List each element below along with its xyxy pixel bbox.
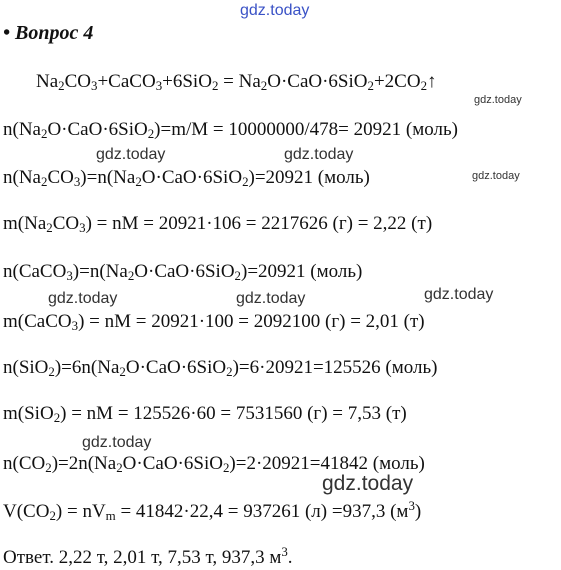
- watermark: gdz.today: [474, 94, 522, 106]
- solution-line-9: $V(CO_2) = nV_m = 41842\cdot 22,4 = 937261$ (л) =937,3 $(м^3)$: [3, 497, 422, 524]
- solution-line-3: $m(Na_2CO_3)$ = nM = 20921·106 = 2217626 (г) = 2,22 (т): [3, 213, 433, 236]
- solution-line-8: $n(CO_2)=2n(Na_2O\cdot CaO\cdot 6SiO_2)=2\cdot 20921=41842$ (моль): [3, 453, 425, 476]
- solution-line-4: $n(CaCO_3)=n(Na_2O\cdot CaO\cdot 6SiO_2)=20921$ (моль): [3, 261, 363, 284]
- watermark: gdz.today: [284, 146, 354, 163]
- watermark: gdz.today: [82, 434, 152, 451]
- solution-line-5: m(CaCO$_3$) = nM = 20921·100 = 2092100 (г) = 2,01 (т): [3, 311, 425, 334]
- watermark: gdz.today: [472, 170, 520, 182]
- solution-line-7: m(SiO$_2$) = nM = 125526·60 = 7531560 (г) = 7,53 (т): [3, 403, 407, 426]
- watermark: gdz.today: [240, 2, 310, 19]
- solution-line-2: $n(Na_2CO_3)=n(Na_2O\cdot CaO\cdot 6SiO_2)=20921$ (моль): [3, 167, 370, 190]
- solution-line-1: $n(Na_2O\cdot CaO\cdot 6SiO_2)=m/M = 10000000/478= 20921$ (моль): [3, 119, 458, 142]
- watermark: gdz.today: [96, 146, 166, 163]
- watermark: gdz.today: [322, 472, 414, 495]
- solution-line-6: $n(SiO_2)=6n(Na_2O\cdot CaO\cdot 6SiO_2)=6\cdot 20921=125526$ (моль): [3, 357, 438, 380]
- question-heading: • Вопрос 4: [3, 22, 94, 44]
- answer-line: Ответ. 2,22 т, 2,01 т, 7,53 т, 937,3 $м^3$.: [3, 543, 293, 568]
- watermark: gdz.today: [236, 290, 306, 307]
- reaction-equation: $Na_2CO_3+CaCO_3+6SiO_2$ = $Na_2O\cdot CaO\cdot 6SiO_2+2CO_2↑$: [36, 71, 437, 94]
- watermark: gdz.today: [424, 286, 494, 303]
- watermark: gdz.today: [48, 290, 118, 307]
